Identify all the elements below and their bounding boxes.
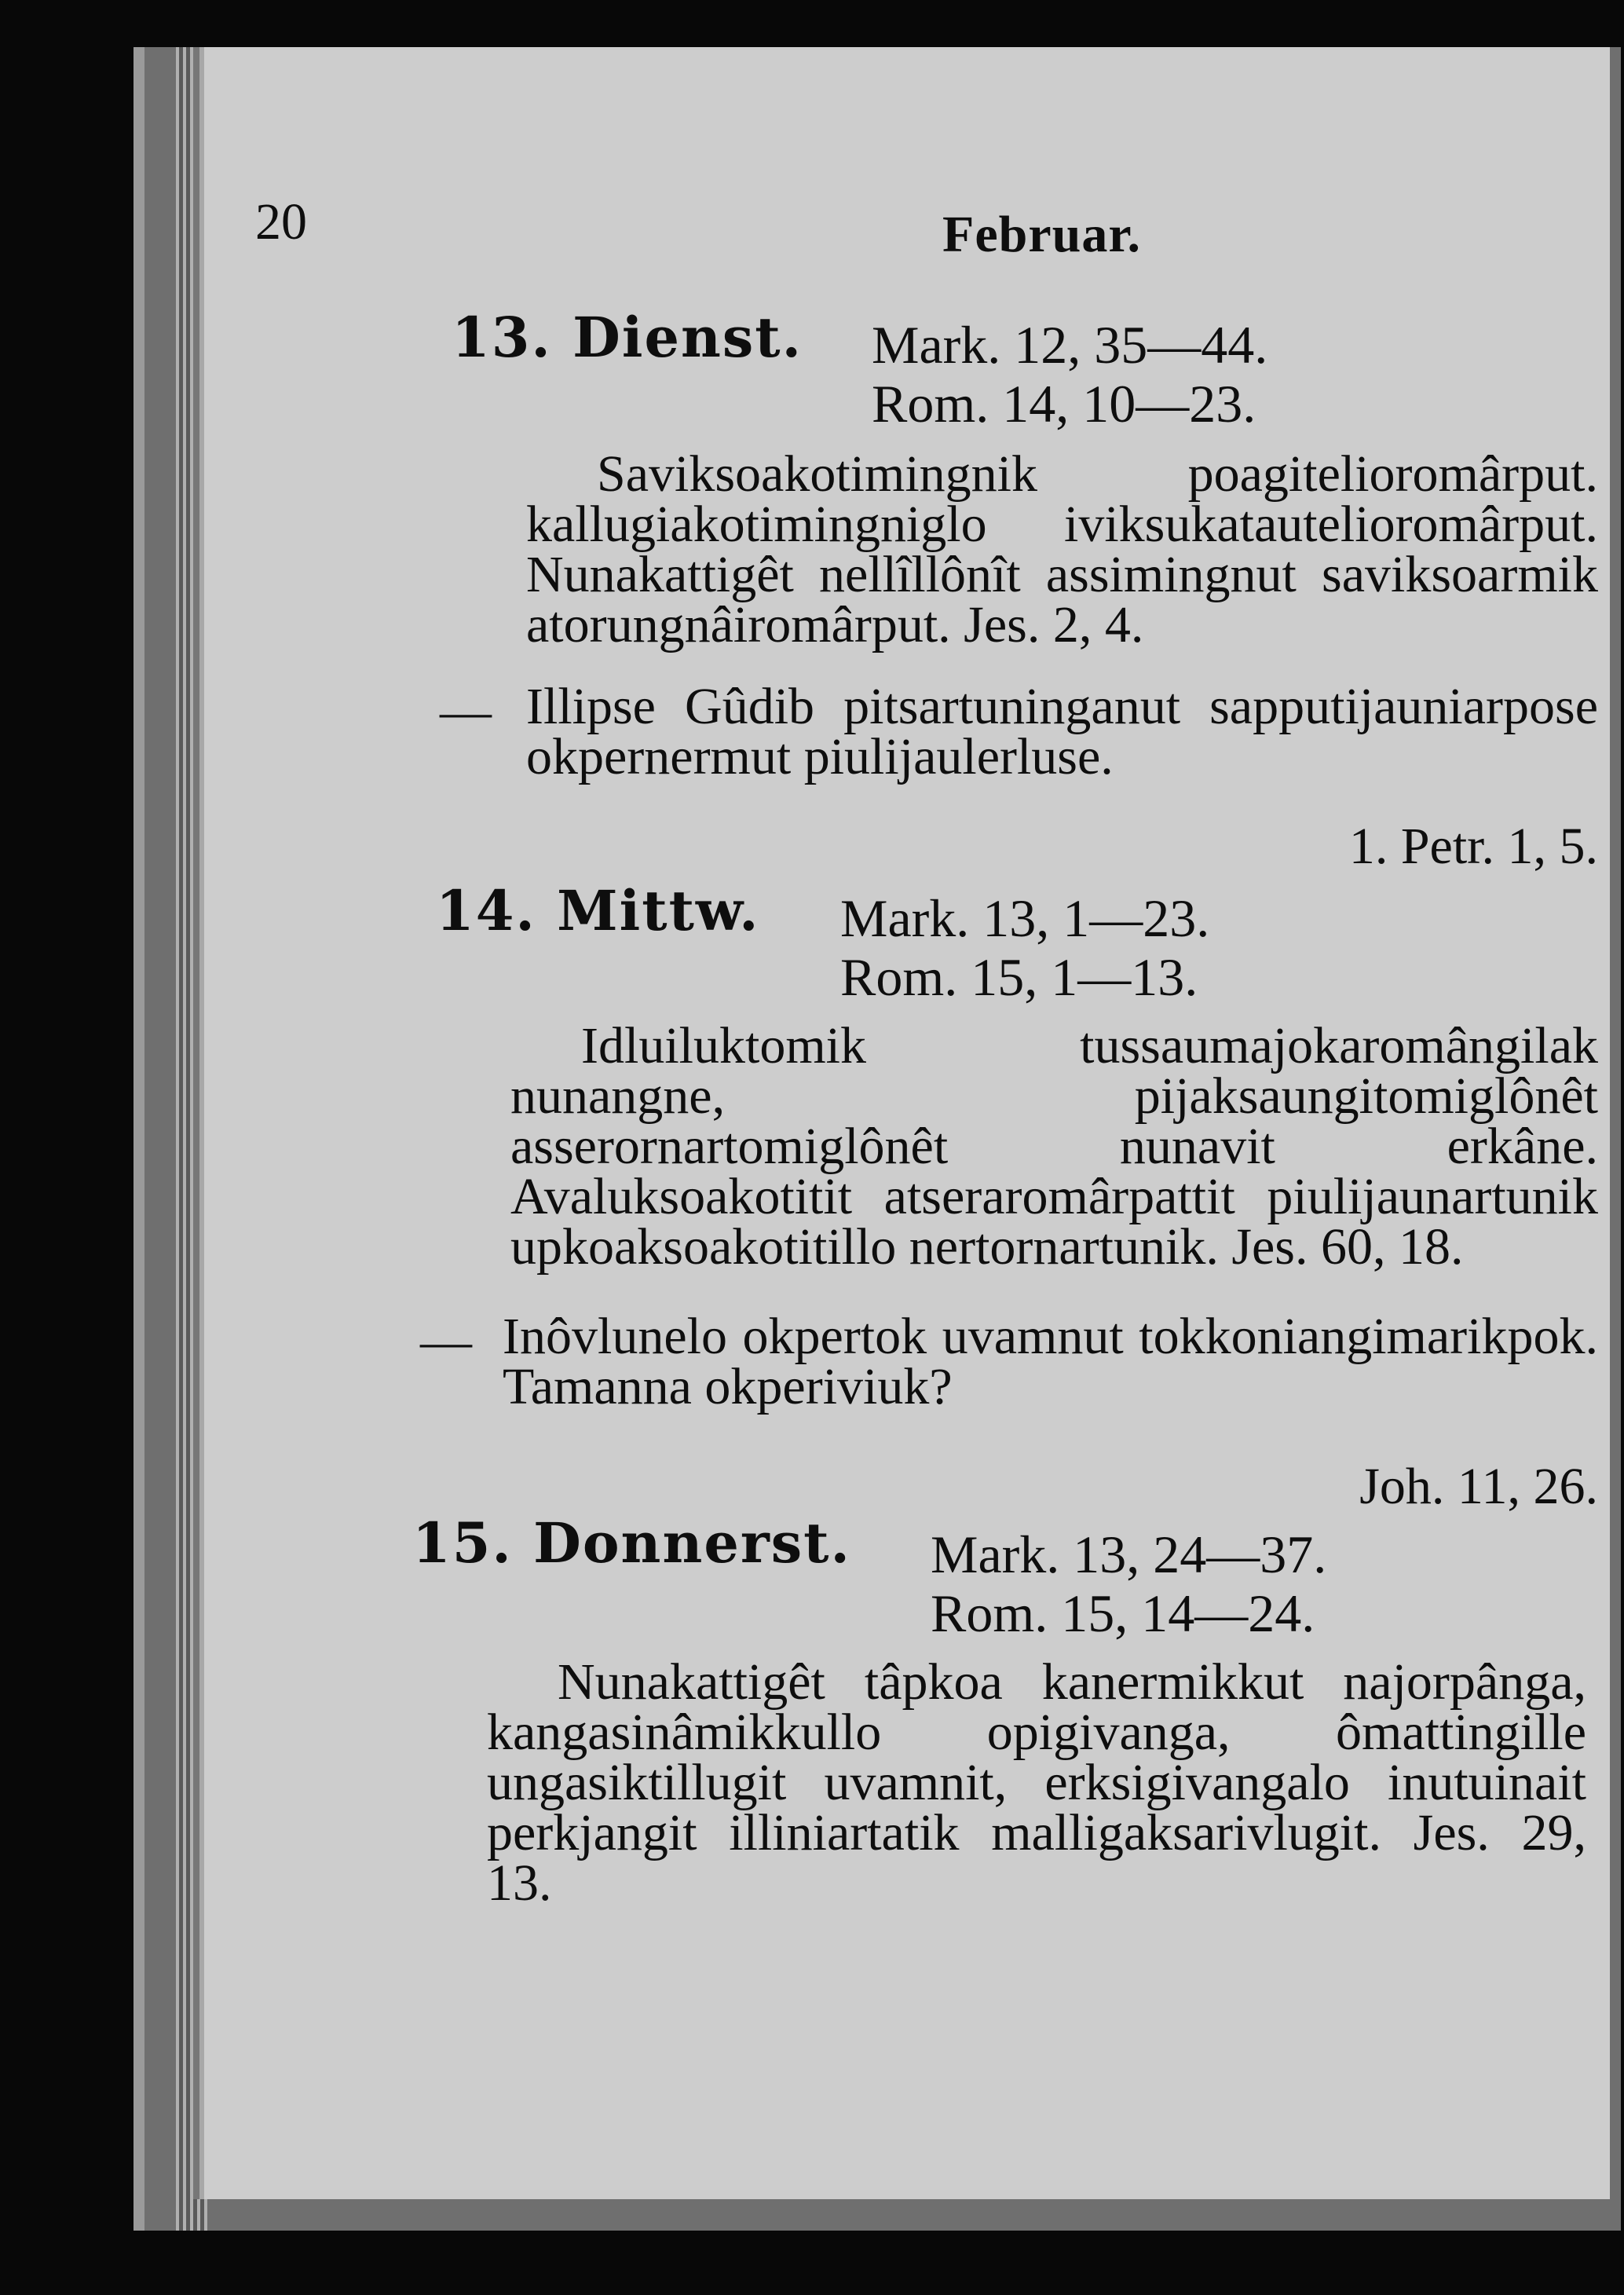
scripture-verse: Saviksoakotimingnik poagitelioromârput. kallugiakotimingniglo iviksukatautelioromârput. Nunakattigêt nellîllônît assimingnut saviksoarmik atorungnâiromârput. Jes. 2, 4. — [526, 445, 1598, 653]
verse-citation: 1. Petr. 1, 5. — [1348, 818, 1598, 875]
day-heading: 13. Dienst. — [452, 305, 803, 370]
reading-reference: Rom. 14, 10—23. — [872, 374, 1256, 434]
running-header-month: Februar. — [942, 206, 1142, 263]
reading-reference: Rom. 15, 14—24. — [931, 1583, 1315, 1643]
scripture-verse: Nunakattigêt tâpkoa kanermikkut najorpânga, kangasinâmikkullo opigivanga, ômattingille ungasiktillugit uvamnit, erksigivangalo inutuinait perkjangit illiniartatik malligaksarivlugit. Jes. 29, 13. — [487, 1653, 1586, 1912]
scripture-verse: Illipse Gûdib pitsartuninganut sapputijauniarpose okpernermut piulijaulerluse. — [526, 678, 1598, 785]
page-number: 20 — [255, 193, 307, 251]
day-heading: 15. Donnerst. — [412, 1510, 851, 1576]
scripture-verse: Inôvlunelo okpertok uvamnut tokkoniangimarikpok. Tamanna okperiviuk? — [503, 1308, 1598, 1415]
reading-reference: Mark. 12, 35—44. — [872, 315, 1268, 375]
day-heading: 14. Mittw. — [436, 878, 760, 943]
scripture-verse: Idluiluktomik tussaumajokaromângilak nunangne, pijaksaungitomiglônêt asserornartomiglônêt nunavit erkâne. Avaluksoakotitit atseraromârpattit piulijaunartunik upkoaksoakotitillo nertornartunik. Jes. 60, 18. — [510, 1017, 1598, 1276]
verse-citation: Joh. 11, 26. — [1359, 1458, 1598, 1515]
reading-reference: Mark. 13, 24—37. — [931, 1525, 1327, 1584]
reading-reference: Mark. 13, 1—23. — [840, 888, 1210, 948]
verse-dash: — — [420, 1312, 472, 1370]
verse-dash: — — [440, 683, 492, 740]
reading-reference: Rom. 15, 1—13. — [840, 947, 1198, 1007]
